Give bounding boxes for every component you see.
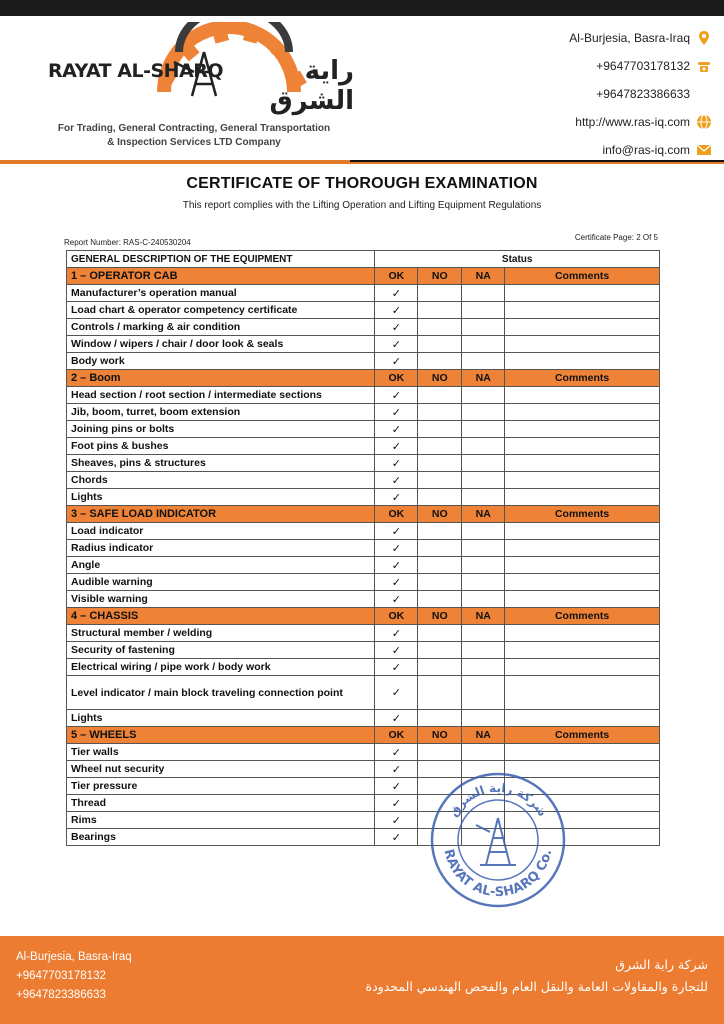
col-na-header: NA [462, 608, 505, 625]
no-cell [418, 387, 462, 404]
footer-arabic-company [366, 954, 708, 998]
item-description: Electrical wiring / pipe work / body work [67, 659, 375, 676]
table-row [67, 574, 660, 591]
footer-address: Al-Burjesia, Basra-Iraq [16, 951, 132, 963]
item-description: Structural member / welding [67, 625, 375, 642]
stamp-text-bottom: RAYAT AL-SHARQ Co. [440, 847, 556, 901]
na-cell [462, 574, 505, 591]
item-description: Load indicator [67, 523, 375, 540]
item-description: Visible warning [67, 591, 375, 608]
company-stamp-icon [428, 770, 568, 910]
location-pin-icon [696, 30, 712, 46]
na-cell [462, 676, 505, 710]
phone1-text: +9647703178132 [596, 59, 690, 73]
col-ok-header: OK [375, 268, 418, 285]
item-description: Bearings [67, 829, 375, 846]
table-row [67, 421, 660, 438]
ok-check-mark: ✓ [375, 489, 418, 506]
contact-block [472, 24, 712, 164]
footer-ar-line2: للتجارة والمقاولات العامة والنقل العام والفحص الهندسي المحدودة [365, 979, 708, 994]
item-description: Body work [67, 353, 375, 370]
ok-check-mark: ✓ [375, 710, 418, 727]
item-description: Rims [67, 812, 375, 829]
comments-cell [505, 353, 660, 370]
table-row [67, 455, 660, 472]
contact-phone1 [472, 52, 712, 80]
comments-cell [505, 404, 660, 421]
item-description: Tier walls [67, 744, 375, 761]
item-description: Audible warning [67, 574, 375, 591]
no-cell [418, 438, 462, 455]
na-cell [462, 557, 505, 574]
website-text[interactable]: http://www.ras-iq.com [575, 115, 690, 129]
no-cell [418, 710, 462, 727]
company-logo [44, 22, 354, 118]
col-ok-header: OK [375, 370, 418, 387]
comments-cell [505, 591, 660, 608]
col-comments-header: Comments [505, 370, 660, 387]
table-row [67, 795, 660, 812]
table-row [67, 642, 660, 659]
section-title: 1 – OPERATOR CAB [67, 268, 375, 285]
col-comments-header: Comments [505, 608, 660, 625]
envelope-icon [696, 142, 712, 158]
section-header-row [67, 506, 660, 523]
ok-check-mark: ✓ [375, 591, 418, 608]
comments-cell [505, 455, 660, 472]
no-cell [418, 642, 462, 659]
company-name-en: RAYAT AL-SHARQ [48, 60, 224, 82]
ok-check-mark: ✓ [375, 642, 418, 659]
general-description-header: GENERAL DESCRIPTION OF THE EQUIPMENT [67, 251, 375, 268]
comments-cell [505, 319, 660, 336]
table-row [67, 302, 660, 319]
company-tagline [46, 122, 342, 150]
col-no-header: NO [418, 268, 462, 285]
examination-table [66, 250, 660, 846]
item-description: Chords [67, 472, 375, 489]
col-no-header: NO [418, 506, 462, 523]
na-cell [462, 591, 505, 608]
contact-phone2 [472, 80, 712, 108]
ok-check-mark: ✓ [375, 421, 418, 438]
status-header: Status [375, 251, 660, 268]
col-comments-header: Comments [505, 268, 660, 285]
no-cell [418, 404, 462, 421]
comments-cell [505, 336, 660, 353]
ok-check-mark: ✓ [375, 336, 418, 353]
na-cell [462, 336, 505, 353]
tagline-line2: & Inspection Services LTD Company [107, 137, 281, 148]
section-title: 5 – WHEELS [67, 727, 375, 744]
footer-phone1: +9647703178132 [16, 970, 106, 982]
section-title: 3 – SAFE LOAD INDICATOR [67, 506, 375, 523]
ok-check-mark: ✓ [375, 676, 418, 710]
comments-cell [505, 421, 660, 438]
table-row [67, 336, 660, 353]
ok-check-mark: ✓ [375, 795, 418, 812]
comments-cell [505, 744, 660, 761]
na-cell [462, 489, 505, 506]
globe-icon [696, 114, 712, 130]
comments-cell [505, 659, 660, 676]
header-divider-black [350, 160, 724, 162]
footer [0, 936, 724, 1024]
ok-check-mark: ✓ [375, 744, 418, 761]
report-number: Report Number: RAS-C-240530204 [64, 238, 191, 247]
na-cell [462, 387, 505, 404]
col-na-header: NA [462, 727, 505, 744]
ok-check-mark: ✓ [375, 353, 418, 370]
col-comments-header: Comments [505, 506, 660, 523]
col-na-header: NA [462, 506, 505, 523]
item-description: Joining pins or bolts [67, 421, 375, 438]
certificate-page: Certificate Page: 2 Of 5 [574, 233, 658, 242]
ok-check-mark: ✓ [375, 404, 418, 421]
no-cell [418, 285, 462, 302]
section-header-row [67, 608, 660, 625]
na-cell [462, 319, 505, 336]
item-description: Jib, boom, turret, boom extension [67, 404, 375, 421]
item-description: Wheel nut security [67, 761, 375, 778]
comments-cell [505, 387, 660, 404]
table-row [67, 353, 660, 370]
table-row [67, 387, 660, 404]
comments-cell [505, 642, 660, 659]
item-description: Tier pressure [67, 778, 375, 795]
table-row [67, 676, 660, 710]
na-cell [462, 523, 505, 540]
blank-icon-space [696, 86, 712, 102]
document-title: CERTIFICATE OF THOROUGH EXAMINATION [186, 175, 538, 192]
section-title: 4 – CHASSIS [67, 608, 375, 625]
item-description: Controls / marking & air condition [67, 319, 375, 336]
comments-cell [505, 574, 660, 591]
comments-cell [505, 302, 660, 319]
col-comments-header: Comments [505, 727, 660, 744]
table-row [67, 540, 660, 557]
no-cell [418, 523, 462, 540]
ok-check-mark: ✓ [375, 540, 418, 557]
no-cell [418, 557, 462, 574]
na-cell [462, 404, 505, 421]
footer-phone2: +9647823386633 [16, 989, 106, 1001]
ok-check-mark: ✓ [375, 574, 418, 591]
section-header-row [67, 370, 660, 387]
comments-cell [505, 489, 660, 506]
table-row [67, 761, 660, 778]
ok-check-mark: ✓ [375, 761, 418, 778]
na-cell [462, 421, 505, 438]
table-row [67, 438, 660, 455]
table-row [67, 523, 660, 540]
ok-check-mark: ✓ [375, 557, 418, 574]
phone-icon [696, 58, 712, 74]
na-cell [462, 438, 505, 455]
ok-check-mark: ✓ [375, 285, 418, 302]
ok-check-mark: ✓ [375, 523, 418, 540]
item-description: Level indicator / main block traveling connection point [67, 676, 375, 710]
section-header-row [67, 727, 660, 744]
document-subtitle: This report complies with the Lifting Operation and Lifting Equipment Regulations [182, 200, 542, 211]
ok-check-mark: ✓ [375, 455, 418, 472]
comments-cell [505, 540, 660, 557]
na-cell [462, 642, 505, 659]
na-cell [462, 302, 505, 319]
table-row [67, 557, 660, 574]
table-row [67, 285, 660, 302]
tagline-line1: For Trading, General Contracting, General Transportation [57, 123, 331, 134]
no-cell [418, 472, 462, 489]
footer-contacts [16, 948, 132, 1005]
item-description: Security of fastening [67, 642, 375, 659]
table-row [67, 710, 660, 727]
item-description: Angle [67, 557, 375, 574]
table-row [67, 319, 660, 336]
company-name-ar: راية الشرق [269, 56, 354, 116]
col-ok-header: OK [375, 727, 418, 744]
ok-check-mark: ✓ [375, 302, 418, 319]
col-no-header: NO [418, 370, 462, 387]
table-row [67, 489, 660, 506]
contact-website[interactable] [472, 108, 712, 136]
table-row [67, 472, 660, 489]
no-cell [418, 540, 462, 557]
ok-check-mark: ✓ [375, 778, 418, 795]
ok-check-mark: ✓ [375, 387, 418, 404]
ok-check-mark: ✓ [375, 625, 418, 642]
ok-check-mark: ✓ [375, 438, 418, 455]
item-description: Lights [67, 710, 375, 727]
no-cell [418, 574, 462, 591]
comments-cell [505, 438, 660, 455]
no-cell [418, 319, 462, 336]
na-cell [462, 285, 505, 302]
no-cell [418, 676, 462, 710]
table-row [67, 404, 660, 421]
comments-cell [505, 472, 660, 489]
item-description: Manufacturer’s operation manual [67, 285, 375, 302]
top-bar [0, 0, 724, 16]
item-description: Foot pins & bushes [67, 438, 375, 455]
address-text: Al-Burjesia, Basra-Iraq [569, 31, 690, 45]
table-row [67, 591, 660, 608]
na-cell [462, 472, 505, 489]
section-header-row [67, 268, 660, 285]
no-cell [418, 489, 462, 506]
col-no-header: NO [418, 608, 462, 625]
table-row [67, 829, 660, 846]
comments-cell [505, 557, 660, 574]
no-cell [418, 455, 462, 472]
stamp-text-top: شركة راية الشرق [446, 780, 550, 820]
na-cell [462, 744, 505, 761]
col-na-header: NA [462, 370, 505, 387]
section-title: 2 – Boom [67, 370, 375, 387]
no-cell [418, 659, 462, 676]
no-cell [418, 625, 462, 642]
no-cell [418, 336, 462, 353]
col-no-header: NO [418, 727, 462, 744]
na-cell [462, 625, 505, 642]
na-cell [462, 659, 505, 676]
item-description: Window / wipers / chair / door look & seals [67, 336, 375, 353]
item-description: Sheaves, pins & structures [67, 455, 375, 472]
ok-check-mark: ✓ [375, 812, 418, 829]
table-row [67, 812, 660, 829]
item-description: Thread [67, 795, 375, 812]
no-cell [418, 591, 462, 608]
no-cell [418, 744, 462, 761]
table-row [67, 744, 660, 761]
item-description: Lights [67, 489, 375, 506]
contact-address [472, 24, 712, 52]
na-cell [462, 353, 505, 370]
no-cell [418, 353, 462, 370]
footer-ar-line1: شركة راية الشرق [615, 957, 708, 972]
ok-check-mark: ✓ [375, 319, 418, 336]
ok-check-mark: ✓ [375, 472, 418, 489]
no-cell [418, 421, 462, 438]
comments-cell [505, 285, 660, 302]
comments-cell [505, 710, 660, 727]
ok-check-mark: ✓ [375, 829, 418, 846]
item-description: Head section / root section / intermediate sections [67, 387, 375, 404]
table-row [67, 659, 660, 676]
phone2-text: +9647823386633 [596, 87, 690, 101]
table-row [67, 778, 660, 795]
item-description: Radius indicator [67, 540, 375, 557]
email-text[interactable]: info@ras-iq.com [602, 143, 690, 157]
ok-check-mark: ✓ [375, 659, 418, 676]
comments-cell [505, 625, 660, 642]
table-header-row [67, 251, 660, 268]
col-ok-header: OK [375, 608, 418, 625]
col-na-header: NA [462, 268, 505, 285]
comments-cell [505, 523, 660, 540]
comments-cell [505, 676, 660, 710]
table-row [67, 625, 660, 642]
no-cell [418, 302, 462, 319]
na-cell [462, 455, 505, 472]
item-description: Load chart & operator competency certificate [67, 302, 375, 319]
na-cell [462, 710, 505, 727]
col-ok-header: OK [375, 506, 418, 523]
na-cell [462, 540, 505, 557]
